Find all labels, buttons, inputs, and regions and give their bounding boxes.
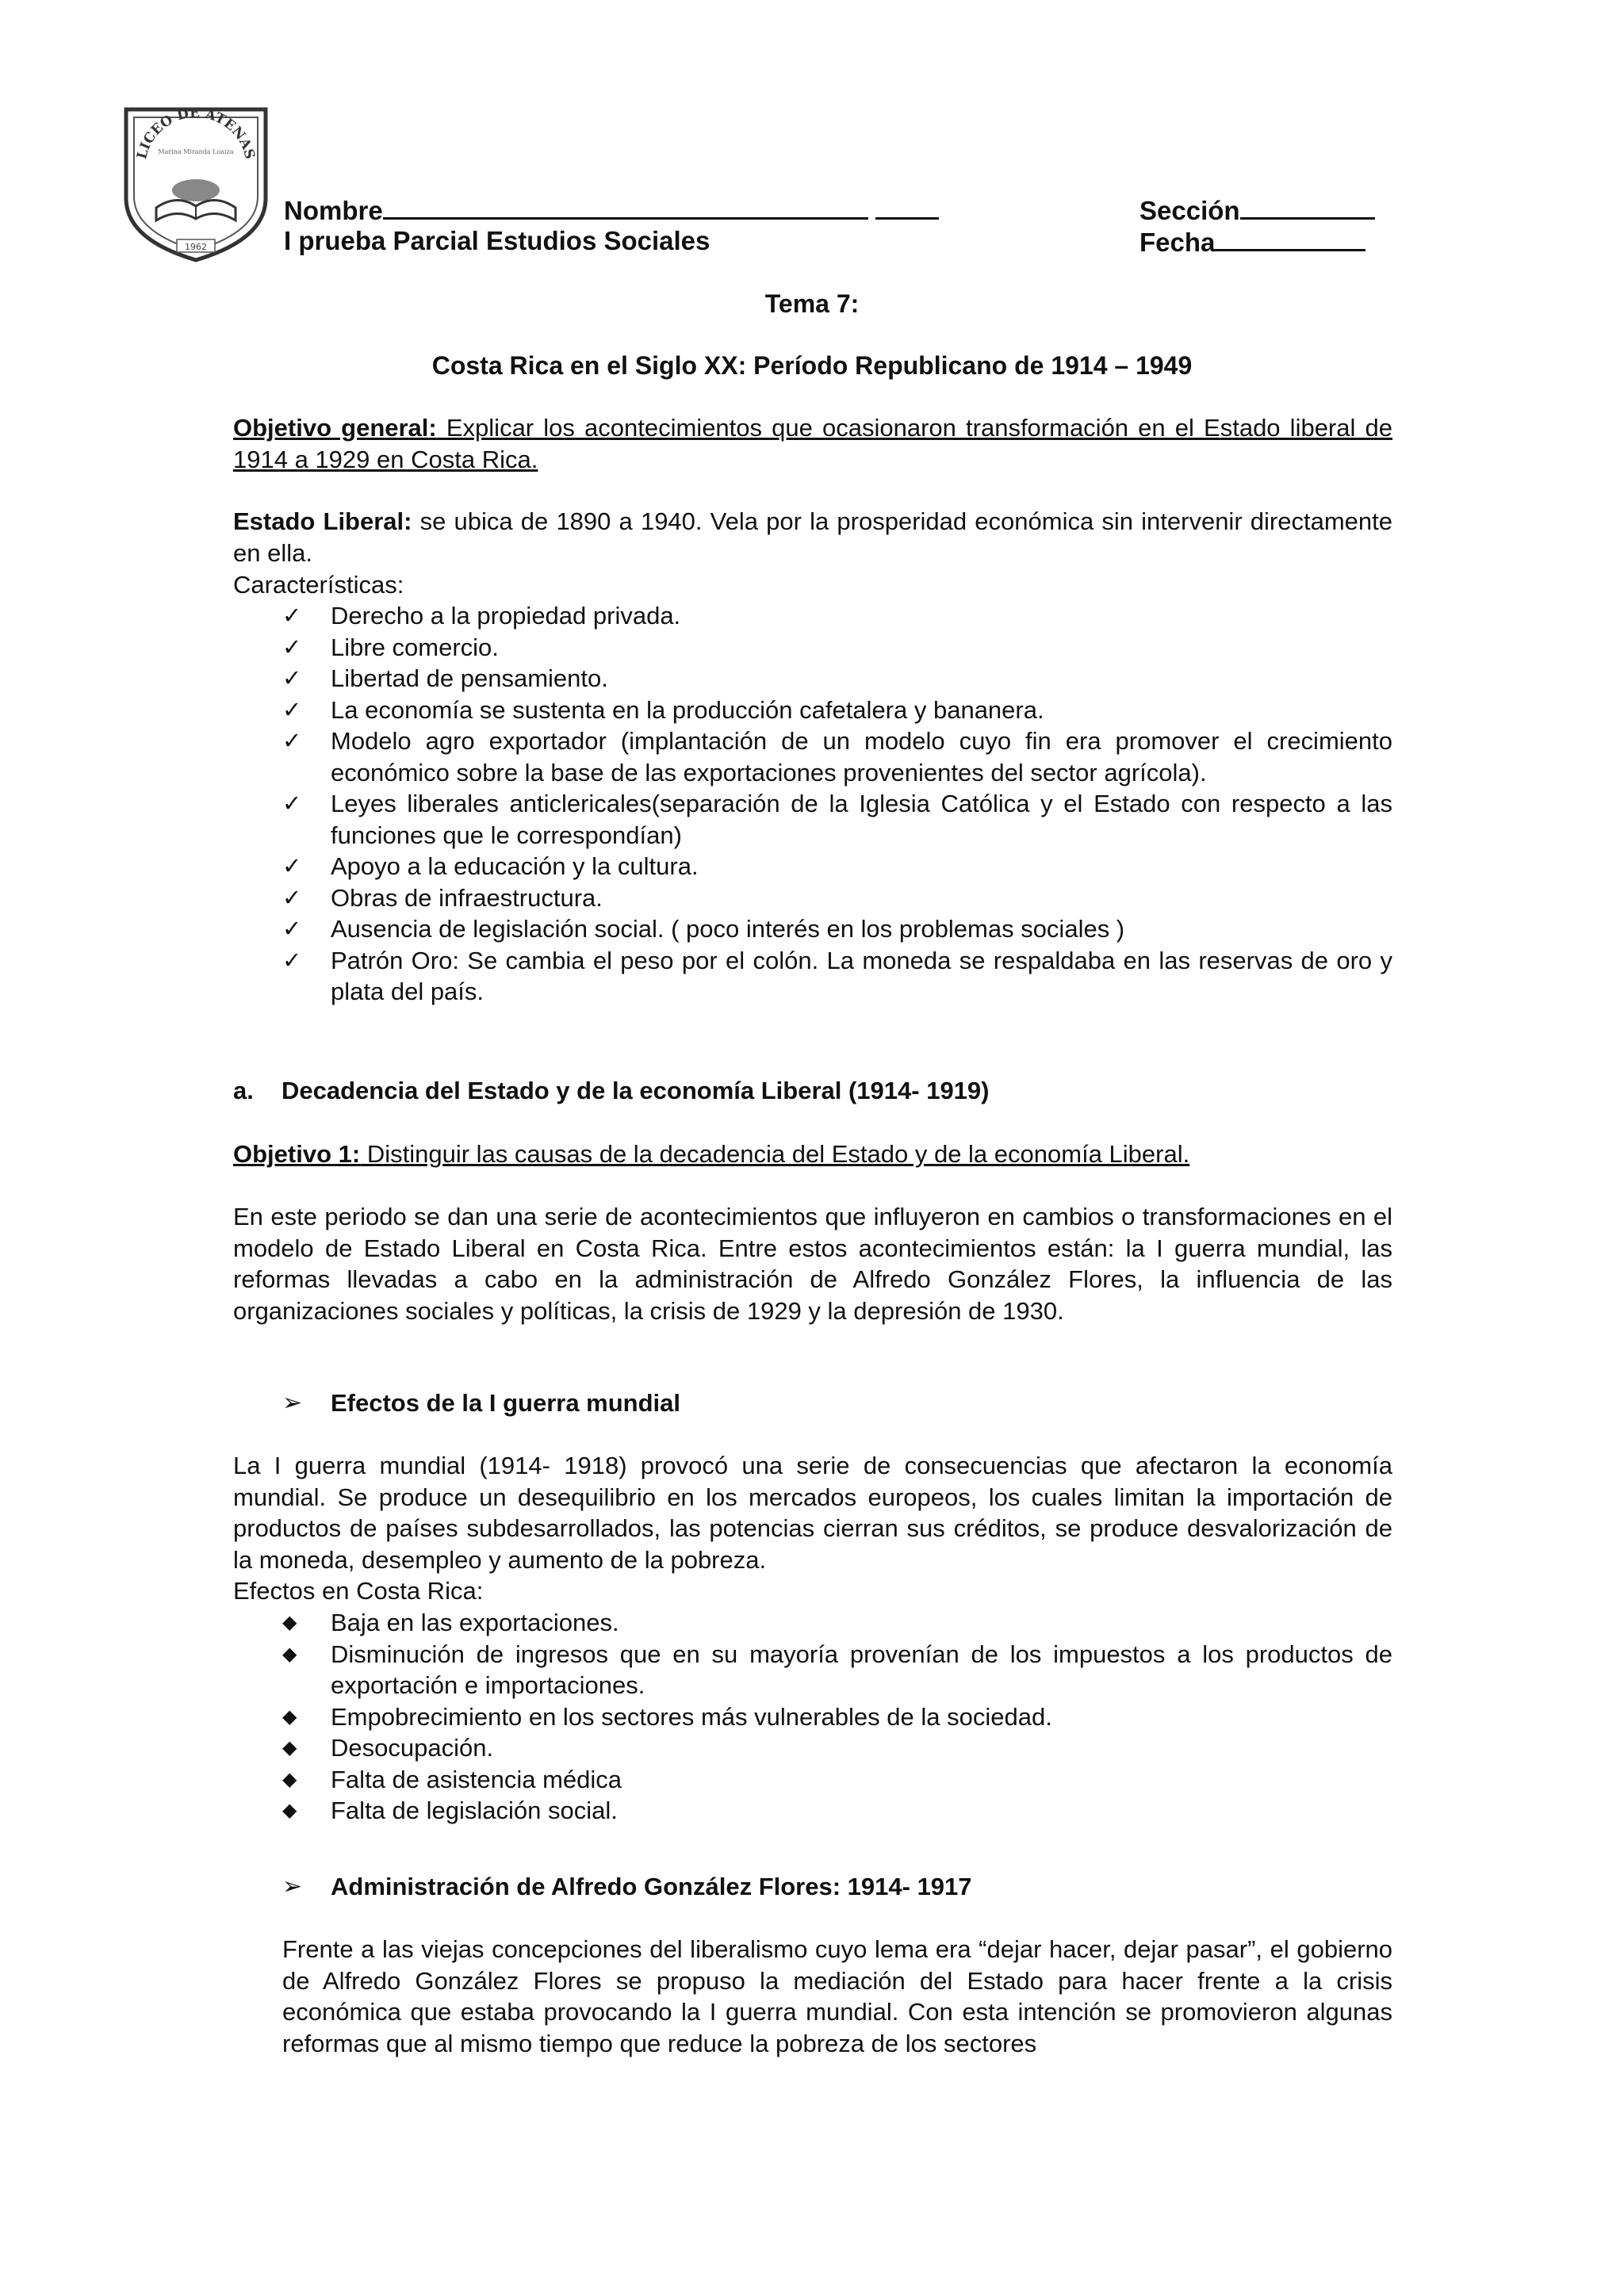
tema-heading: Tema 7:	[764, 289, 860, 318]
list-item: ✓ La economía se sustenta en la producción cafetalera y bananera.	[233, 695, 1392, 726]
page-title: Costa Rica en el Siglo XX: Período Republicano de 1914 – 1949	[431, 351, 1193, 380]
svg-text:LICEO DE ATENAS: LICEO DE ATENAS	[134, 105, 258, 161]
prueba-title: I prueba Parcial Estudios Sociales	[284, 226, 710, 255]
estado-liberal	[233, 506, 1392, 568]
checkmark-icon: ✓	[282, 633, 302, 660]
objetivo-1	[233, 1138, 1392, 1170]
diamond-bullet-icon: ◆	[282, 1705, 297, 1728]
estado-liberal-text: se ubica de 1890 a 1940. Vela por la prosperidad económica sin intervenir directamente en ella.	[233, 507, 1393, 567]
objetivo-1-label: Objetivo 1:	[233, 1140, 361, 1168]
checkmark-icon: ✓	[282, 664, 302, 691]
school-logo	[121, 105, 270, 263]
list-item: ✓ Patrón Oro: Se cambia el peso por el colón. La moneda se respaldaba en las reservas de oro y plata del país.	[282, 946, 1392, 1005]
list-item: ✓ Leyes liberales anticlericales(separación de la Iglesia Católica y el Estado con respecto a las funciones que le correspondían)	[282, 790, 1392, 849]
list-item: ✓ Libre comercio.	[233, 632, 1392, 664]
checkmark-icon: ✓	[282, 727, 302, 754]
diamond-bullet-icon: ◆	[282, 1611, 297, 1633]
fecha-line	[1139, 225, 1365, 258]
checkmark-icon: ✓	[282, 852, 302, 879]
number-blank[interactable]	[875, 193, 939, 220]
objetivo-1-text: Distinguir las causas de la decadencia del Estado y de la economía Liberal.	[360, 1140, 1190, 1168]
seccion-line	[1139, 193, 1375, 227]
seccion-blank[interactable]	[1240, 193, 1375, 220]
svg-text:1962: 1962	[185, 242, 207, 252]
list-item: ◆ Falta de asistencia médica	[233, 1764, 1392, 1796]
efectos-cr-label: Efectos en Costa Rica:	[233, 1577, 484, 1605]
section-a-title: Decadencia del Estado y de la economía Liberal (1914- 1919)	[282, 1077, 990, 1104]
caracteristicas-list	[233, 600, 1392, 1008]
section-a-heading	[233, 1075, 990, 1107]
efectos-cr-list	[233, 1607, 1392, 1827]
objetivo-general	[233, 412, 1392, 475]
svg-text:Marina Miranda Loaiza: Marina Miranda Loaiza	[158, 148, 234, 155]
guerra-paragraph: La I guerra mundial (1914- 1918) provocó una serie de consecuencias que afectaron la economía mundial. Se produce un desequilibrio en los mercados europeos, los cuales limitan la importación de productos de países subdesarrollados, las potencias cierran sus créditos, se produce desvalorización de la moneda, desempleo y aumento de la pobreza.	[233, 1452, 1392, 1574]
list-item: ✓ Ausencia de legislación social. ( poco interés en los problemas sociales )	[233, 913, 1392, 945]
school-crest-icon	[121, 105, 270, 263]
estado-liberal-label: Estado Liberal:	[233, 507, 412, 535]
list-item: ✓ Obras de infraestructura.	[233, 882, 1392, 914]
list-item: ✓ Modelo agro exportador (implantación de un modelo cuyo fin era promover el crecimiento económico sobre la base de las exportaciones provenientes del sector agrícola).	[282, 727, 1392, 786]
list-item: ◆ Baja en las exportaciones.	[233, 1607, 1392, 1639]
list-item: ✓ Apoyo a la educación y la cultura.	[233, 851, 1392, 882]
nombre-line	[284, 193, 939, 227]
diamond-bullet-icon: ◆	[282, 1736, 297, 1758]
diamond-bullet-icon: ◆	[282, 1642, 297, 1665]
admin-paragraph: Frente a las viejas concepciones del liberalismo cuyo lema era “dejar hacer, dejar pasar”, el gobierno de Alfredo González Flores se propuso la mediación del Estado para hacer frente a la crisis económica que estaba provocando la I guerra mundial. Con esta intención se promovieron algunas reformas que al mismo tiempo que reduce la pobreza de los sectores	[282, 1935, 1392, 2057]
objetivo-general-label: Objetivo general:	[233, 414, 437, 442]
list-item: ✓ Libertad de pensamiento.	[233, 663, 1392, 695]
list-item: ◆ Empobrecimiento en los sectores más vulnerables de la sociedad.	[233, 1701, 1392, 1733]
caracteristicas-label: Características:	[233, 571, 404, 599]
list-item: ◆ Desocupación.	[233, 1732, 1392, 1764]
objetivo-general-text: Explicar los acontecimientos que ocasionaron transformación en el Estado liberal de 1914 a 1929 en Costa Rica.	[233, 414, 1392, 473]
seccion-label: Sección	[1139, 196, 1240, 225]
checkmark-icon: ✓	[282, 695, 302, 723]
list-item: ◆ Falta de legislación social.	[233, 1795, 1392, 1827]
list-item: ✓ Derecho a la propiedad privada.	[233, 600, 1392, 632]
arrow-bullet-icon: ➢	[282, 1389, 303, 1417]
intro-paragraph: En este periodo se dan una serie de acontecimientos que influyeron en cambios o transformaciones en el modelo de Estado Liberal en Costa Rica. Entre estos acontecimientos están: la I guerra mundial, las reformas llevadas a cabo en la administración de Alfredo González Flores, la influencia de las organizaciones sociales y políticas, la crisis de 1929 y la depresión de 1930.	[233, 1203, 1392, 1325]
nombre-label: Nombre	[284, 196, 383, 225]
fecha-label: Fecha	[1139, 228, 1216, 257]
fecha-blank[interactable]	[1215, 225, 1365, 251]
section-a-letter: a.	[233, 1077, 254, 1104]
checkmark-icon: ✓	[282, 883, 302, 911]
checkmark-icon: ✓	[282, 946, 302, 974]
checkmark-icon: ✓	[282, 602, 302, 629]
checkmark-icon: ✓	[282, 915, 302, 942]
arrow-bullet-icon: ➢	[282, 1873, 303, 1900]
checkmark-icon: ✓	[282, 790, 302, 817]
diamond-bullet-icon: ◆	[282, 1799, 297, 1821]
nombre-blank[interactable]	[383, 193, 868, 220]
list-item: ◆ Disminución de ingresos que en su mayoría provenían de los impuestos a los productos de exportación e importaciones.	[282, 1640, 1392, 1699]
diamond-bullet-icon: ◆	[282, 1767, 297, 1790]
